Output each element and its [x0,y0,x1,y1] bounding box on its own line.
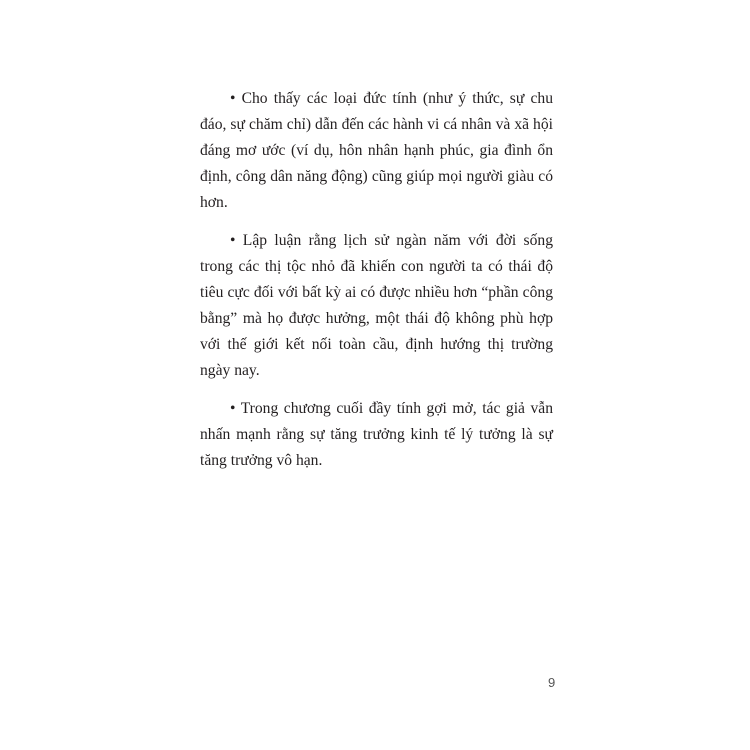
body-text [200,86,553,486]
bullet-paragraph-1: • Cho thấy các loại đức tính (như ý thức, sự chu đáo, sự chăm chỉ) dẫn đến các hành vi cá nhân và xã hội đáng mơ ước (ví dụ, hôn nhân hạnh phúc, gia đình ổn định, công dân năng động) cũng giúp mọi người giàu có hơn. [200,90,553,211]
bullet-paragraph-2: • Lập luận rằng lịch sử ngàn năm với đời sống trong các thị tộc nhỏ đã khiến con người ta có thái độ tiêu cực đối với bất kỳ ai có được nhiều hơn “phần công bằng” mà họ được hưởng, một thái độ không phù hợp với thế giới kết nối toàn cầu, định hướng thị trường ngày nay. [200,232,553,379]
bullet-paragraph-3: • Trong chương cuối đầy tính gợi mở, tác giả vẫn nhấn mạnh rằng sự tăng trưởng kinh tế lý tưởng là sự tăng trưởng vô hạn. [200,400,553,469]
page-number: 9 [548,675,556,690]
